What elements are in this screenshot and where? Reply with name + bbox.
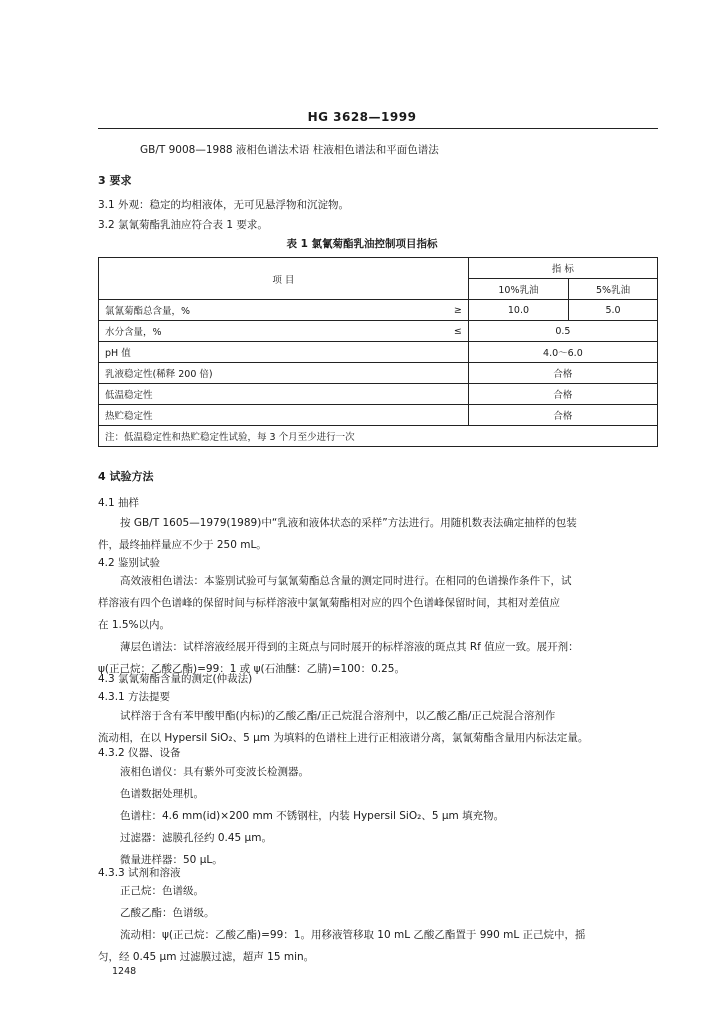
heading-4-3: 4.3 氯氰菊酯含量的测定(仲裁法) [98, 673, 253, 685]
text-line: 匀，经 0.45 μm 过滤膜过滤，超声 15 min。 [98, 951, 315, 963]
section-3-title: 3 要求 [98, 174, 132, 187]
page-number: 1248 [112, 966, 137, 977]
table-row [99, 321, 658, 342]
text-line: 过滤器：滤膜孔径约 0.45 μm。 [120, 832, 272, 844]
row-name: 乳液稳定性(稀释 200 倍) [99, 363, 432, 384]
section-4-title: 4 试验方法 [98, 470, 154, 483]
text-line: 按 GB/T 1605—1979(1989)中“乳液和液体状态的采样”方法进行。用随机数表法确定抽样的包装 [120, 517, 577, 529]
row-symbol [432, 363, 469, 384]
text-line: 色谱柱：4.6 mm(id)×200 mm 不锈钢柱，内装 Hypersil SiO₂、5 μm 填充物。 [120, 810, 505, 822]
table-col-5pct: 5%乳油 [569, 279, 658, 300]
row-symbol [432, 384, 469, 405]
text-line: 样溶液有四个色谱峰的保留时间与标样溶液中氯氰菊酯相对应的四个色谱峰保留时间，其相对差值应 [98, 597, 560, 609]
text-line: 流动相：ψ(正己烷：乙酸乙酯)=99：1。用移液管移取 10 mL 乙酸乙酯置于 990 mL 正己烷中，摇 [120, 929, 586, 941]
spec-table [98, 257, 658, 447]
text-line: 件，最终抽样量应不少于 250 mL。 [98, 539, 267, 551]
heading-4-3-3: 4.3.3 试剂和溶液 [98, 867, 181, 879]
row-symbol [432, 342, 469, 363]
table-row [99, 342, 658, 363]
row-name: 水分含量，% [99, 321, 432, 342]
para-4-2 [98, 570, 658, 680]
text-line: 色谱数据处理机。 [120, 788, 204, 800]
text-line: 正己烷：色谱级。 [120, 885, 204, 897]
row-name: 热贮稳定性 [99, 405, 432, 426]
heading-4-3-2: 4.3.2 仪器、设备 [98, 747, 181, 759]
table-row [99, 405, 658, 426]
text-line: 在 1.5%以内。 [98, 619, 171, 631]
text-line: 液相色谱仪：具有紫外可变波长检测器。 [120, 766, 309, 778]
row-symbol [432, 405, 469, 426]
heading-4-2: 4.2 鉴别试验 [98, 557, 161, 569]
reference-gbt9008: GB/T 9008—1988 液相色谱法术语 柱液相色谱法和平面色谱法 [140, 144, 439, 156]
table-item-header: 项 目 [99, 258, 469, 300]
para-4-3-1 [98, 705, 658, 749]
text-line: 流动相，在以 Hypersil SiO₂、5 μm 为填料的色谱柱上进行正相液谱分离，氯氰菊酯含量用内标法定量。 [98, 732, 589, 744]
row-name: pH 值 [99, 342, 432, 363]
para-4-1 [98, 512, 658, 556]
table-col-10pct: 10%乳油 [468, 279, 568, 300]
text-line: 乙酸乙酯：色谱级。 [120, 907, 215, 919]
table-row [99, 384, 658, 405]
table-note: 注：低温稳定性和热贮稳定性试验，每 3 个月至少进行一次 [99, 426, 658, 447]
row-symbol: ≤ [432, 321, 469, 342]
row-value: 0.5 [468, 321, 657, 342]
row-name: 低温稳定性 [99, 384, 432, 405]
page-header-code: HG 3628—1999 [307, 110, 417, 124]
row-value: 10.0 [468, 300, 568, 321]
table-index-header: 指 标 [468, 258, 657, 279]
text-line: ψ(正己烷：乙酸乙酯)=99：1 或 ψ(石油醚：乙腈)=100：0.25。 [98, 663, 405, 675]
heading-4-1: 4.1 抽样 [98, 497, 140, 509]
header-rule [98, 128, 658, 129]
clause-3-1: 3.1 外观：稳定的均相液体，无可见悬浮物和沉淀物。 [98, 199, 350, 211]
text-line: 试样溶于含有苯甲酸甲酯(内标)的乙酸乙酯/正己烷混合溶剂中，以乙酸乙酯/正己烷混合溶剂作 [120, 710, 556, 722]
row-value: 合格 [468, 363, 657, 384]
text-line: 微量进样器：50 μL。 [120, 854, 223, 866]
text-line: 薄层色谱法：试样溶液经展开得到的主斑点与同时展开的标样溶液的斑点其 Rf 值应一致。展开剂： [120, 641, 579, 653]
clause-3-2: 3.2 氯氰菊酯乳油应符合表 1 要求。 [98, 219, 268, 231]
table-row [99, 363, 658, 384]
para-4-3-3 [98, 880, 658, 968]
row-value: 合格 [468, 405, 657, 426]
row-value: 合格 [468, 384, 657, 405]
para-4-3-2 [120, 761, 658, 871]
row-value: 4.0～6.0 [468, 342, 657, 363]
row-name: 氯氰菊酯总含量，% [99, 300, 432, 321]
row-symbol: ≥ [432, 300, 469, 321]
row-value: 5.0 [569, 300, 658, 321]
table-row [99, 300, 658, 321]
text-line: 高效液相色谱法：本鉴别试验可与氯氰菊酯总含量的测定同时进行。在相同的色谱操作条件下，试 [120, 575, 572, 587]
heading-4-3-1: 4.3.1 方法提要 [98, 691, 171, 703]
table-1-caption: 表 1 氯氰菊酯乳油控制项目指标 [286, 238, 438, 250]
